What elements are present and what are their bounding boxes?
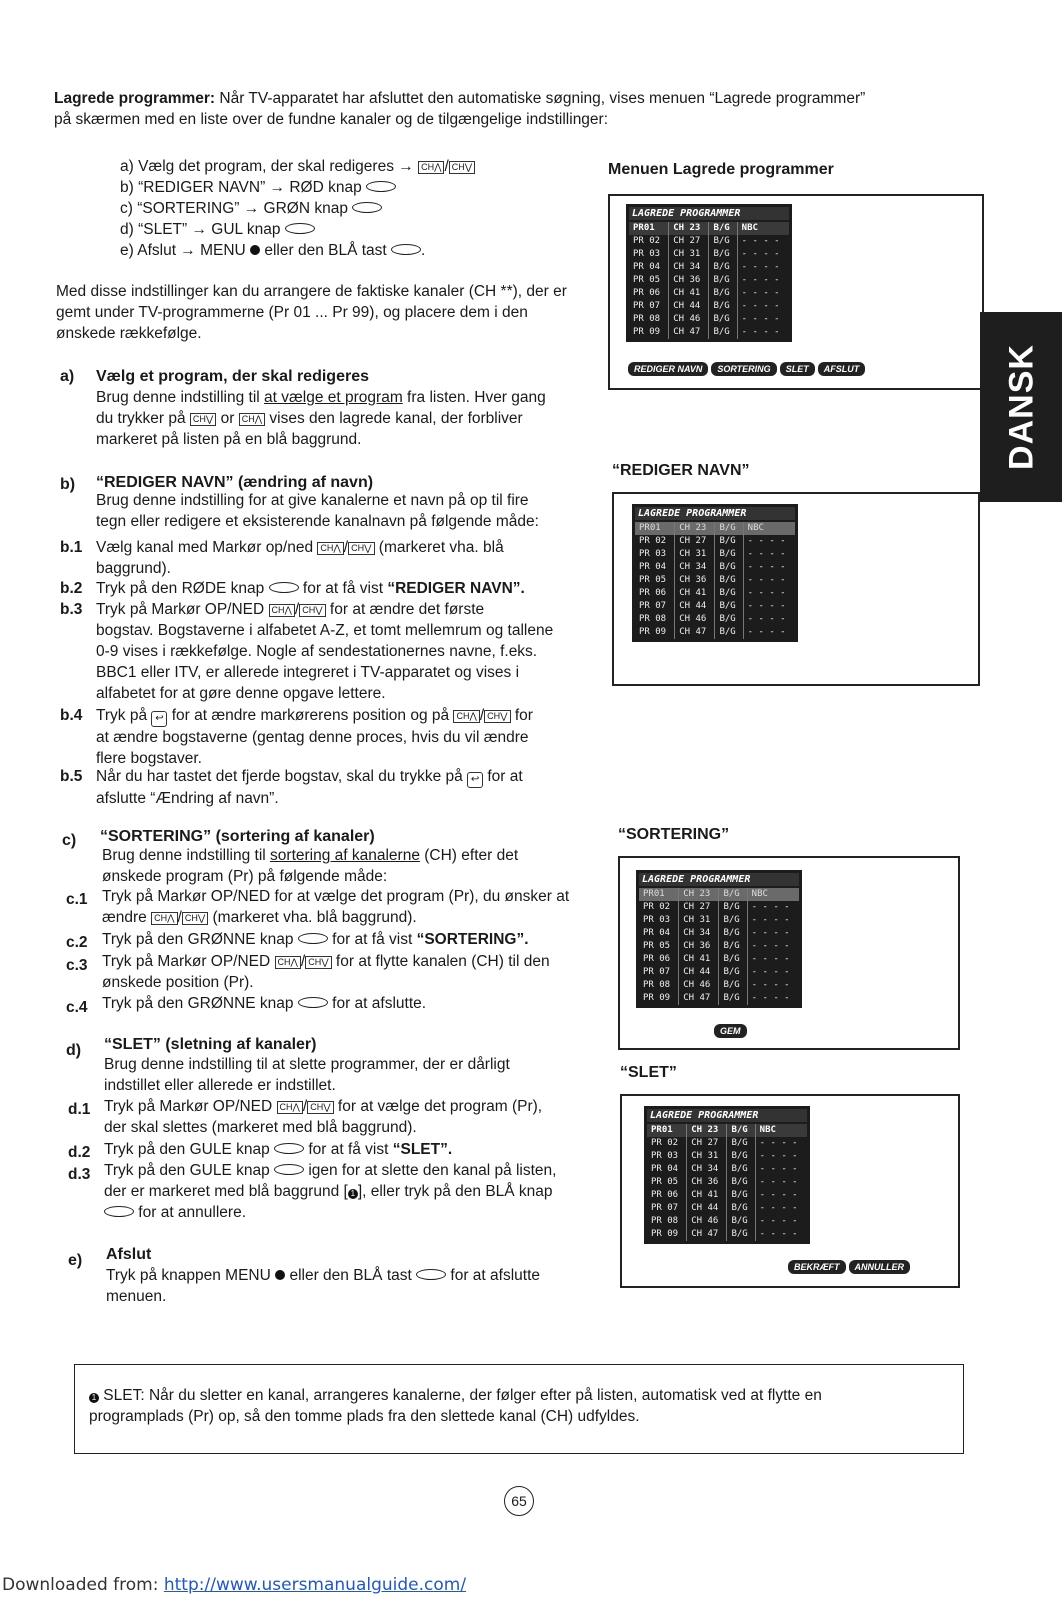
menu-dot-icon	[275, 1270, 285, 1280]
step-a: a) Vælg det program, der skal redigeres →	[120, 158, 414, 175]
general-line: Med disse indstillinger kan du arrangere de faktiske kanaler (CH **), der er	[56, 283, 567, 300]
ch-down-key-icon: CH⋁	[348, 542, 374, 555]
blue-button-icon	[104, 1206, 134, 1217]
step-b5: Når du har tastet det fjerde bogstav, skal du trykke på ↩ for at afslutte “Ændring af navn”.	[96, 768, 523, 807]
key-separator: /	[444, 158, 449, 175]
step-label: d.3	[68, 1166, 91, 1183]
footer-link[interactable]: http://www.usersmanualguide.com/	[163, 1575, 467, 1595]
osd-confirm-bar	[788, 1260, 913, 1274]
osd-slet-button[interactable]: SLET	[780, 362, 815, 376]
ch-up-key-icon: CH⋀	[269, 604, 295, 617]
step-b4: Tryk på ↩ for at ændre markørerens position og på CH⋀ / CH⋁ for at ændre bogstaverne (gentag denne proces, hvis du vil ændre flere bogstaver.	[96, 707, 533, 767]
blue-button-icon	[416, 1269, 446, 1280]
ch-down-key-icon: CH⋁	[484, 710, 510, 723]
language-tab	[980, 312, 1062, 502]
ch-down-key-icon: CH⋁	[190, 413, 216, 426]
osd-annuller-button[interactable]: ANNULLER	[849, 1260, 911, 1274]
ch-up-key-icon: CH⋀	[239, 413, 265, 426]
yellow-button-icon	[285, 223, 315, 234]
step-label: c.3	[66, 957, 88, 974]
rediger-screen-box	[612, 492, 980, 686]
intro-line2: på skærmen med en liste over de fundne kanaler og de tilgængelige indstillinger:	[54, 111, 609, 128]
yellow-button-icon	[274, 1143, 304, 1154]
osd-title: LAGREDE PROGRAMMER	[629, 207, 789, 220]
ch-up-key-icon: CH⋀	[275, 956, 301, 969]
link-text: sortering af kanalerne	[270, 847, 420, 864]
slet-screen-box	[620, 1094, 960, 1288]
section-a-label: a)	[60, 368, 75, 385]
section-d-title: “SLET” (sletning af kanaler)	[104, 1036, 317, 1053]
osd-rediger: LAGREDE PROGRAMMER PR01 CH 23 B/G NBC PR 02 CH 27 B/G - - - - PR 03 CH 31 B/G - - - - PR 04 CH 34 B/G - - - - PR 05 CH 36 B/G - - - - PR 06 CH 41 B/G - - - - PR 07 CH 44 B/G - - - - PR 08 CH 46 B/G - - - - PR 09 CH 47 B/G - - - -	[632, 504, 798, 642]
ch-down-key-icon: CH⋁	[182, 912, 208, 925]
page-number: 65	[504, 1486, 534, 1516]
step-label: d.2	[68, 1144, 91, 1161]
intro	[54, 88, 954, 130]
ch-up-key-icon: CH⋀	[151, 912, 177, 925]
section-b-intro: Brug denne indstilling for at give kanalerne et navn på op til fire tegn eller redigere et eksisterende kanalnavn på følgende måde:	[96, 492, 539, 530]
osd-gem-button[interactable]: GEM	[714, 1024, 747, 1038]
ch-up-key-icon: CH⋀	[453, 710, 479, 723]
ch-down-key-icon: CH⋁	[307, 1101, 333, 1114]
step-label: d.1	[68, 1101, 91, 1118]
footer-prefix: Downloaded from:	[2, 1575, 164, 1595]
step-c4: Tryk på den GRØNNE knap for at afslutte.	[102, 995, 427, 1012]
slet-title: “SLET”	[620, 1064, 677, 1081]
step-d: d) “SLET” → GUL knap	[120, 221, 281, 238]
osd-table: PR01 CH 23 B/G NBC PR 02 CH 27 B/G - - - - PR 03 CH 31 B/G - - - - PR 04 CH 34 B/G - - - - PR 05 CH 36 B/G - - - - PR 06 CH 41 B/G - - - - PR 07 CH 44 B/G - - - - PR 08 CH 46 B/G - - - - PR 09 CH 47 B/G - - - -	[629, 222, 789, 339]
note-line: programplads (Pr) op, så den tomme plads fra den slettede kanal (CH) udfyldes.	[89, 1408, 640, 1425]
section-e-label: e)	[68, 1252, 83, 1269]
yellow-button-icon	[274, 1164, 304, 1175]
step-b1: Vælg kanal med Markør op/ned CH⋀ / CH⋁ (markeret vha. blå baggrund).	[96, 539, 504, 577]
section-c-intro: Brug denne indstilling til sortering af kanalerne (CH) efter det ønskede program (Pr) på følgende måde:	[102, 847, 519, 885]
intro-line1: Når TV-apparatet har afsluttet den automatiske søgning, vises menuen “Lagrede programmer”	[215, 90, 866, 107]
menu-title: Menuen Lagrede programmer	[608, 161, 834, 178]
step-label: b.2	[60, 580, 83, 597]
section-c-label: c)	[62, 832, 77, 849]
green-button-icon	[298, 997, 328, 1008]
step-d2: Tryk på den GULE knap for at få vist “SLET”.	[104, 1141, 453, 1158]
osd-button-bar	[628, 362, 868, 376]
step-b2: Tryk på den RØDE knap for at få vist “REDIGER NAVN”.	[96, 580, 525, 597]
ch-down-key-icon: CH⋁	[299, 604, 325, 617]
section-a-title: Vælg et program, der skal redigeres	[96, 368, 369, 385]
osd-sortering-button[interactable]: SORTERING	[711, 362, 776, 376]
step-c1: Tryk på Markør OP/NED for at vælge det program (Pr), du ønsker at ændre CH⋀ / CH⋁ (markeret vha. blå baggrund).	[102, 888, 570, 926]
section-a-body: Brug denne indstilling til at vælge et program fra listen. Hver gang du trykker på CH⋁ or CH⋀ vises den lagrede kanal, der forbliver markeret på listen på en blå baggrund.	[96, 389, 546, 448]
step-label: b.3	[60, 601, 83, 618]
section-c-title: “SORTERING” (sortering af kanaler)	[100, 828, 375, 845]
general-line: gemt under TV-programmerne (Pr 01 ... Pr 99), og placere dem i den	[56, 304, 528, 321]
step-label: b.4	[60, 707, 83, 724]
ok-key-icon: ↩	[151, 711, 167, 727]
note-line: SLET: Når du sletter en kanal, arrangeres kanalerne, der følger efter på listen, automatisk ved at flytte en	[99, 1387, 822, 1404]
osd-gem-bar	[714, 1024, 750, 1038]
section-b-title: “REDIGER NAVN” (ændring af navn)	[96, 474, 374, 491]
step-e-menu: e) Afslut → MENU	[120, 242, 246, 259]
ch-up-key-icon: CH⋀	[317, 542, 343, 555]
general-line: ønskede rækkefølge.	[56, 325, 202, 342]
step-e-blue: eller den BLÅ tast	[260, 242, 387, 259]
osd-slet: LAGREDE PROGRAMMER PR01 CH 23 B/G NBC PR 02 CH 27 B/G - - - - PR 03 CH 31 B/G - - - - PR 04 CH 34 B/G - - - - PR 05 CH 36 B/G - - - - PR 06 CH 41 B/G - - - - PR 07 CH 44 B/G - - - - PR 08 CH 46 B/G - - - - PR 09 CH 47 B/G - - - -	[644, 1106, 810, 1244]
step-b3: Tryk på Markør OP/NED CH⋀ / CH⋁ for at ændre det første bogstav. Bogstaverne i alfabetet A-Z, et tomt mellemrum og tallene 0-9 vises i rækkefølge. Nogle af sendestationernes navne, f.eks. BBC1 eller ITV, er allerede integreret i TV-apparatet og vises i alfabetet for at gøre denne opgave lettere.	[96, 601, 554, 702]
section-d-intro: Brug denne indstilling til at slette programmer, der er dårligt indstillet eller allerede er indstillet.	[104, 1056, 510, 1094]
note-box	[74, 1364, 964, 1454]
step-b: b) “REDIGER NAVN” → RØD knap	[120, 179, 362, 196]
red-button-icon	[366, 181, 396, 192]
osd-bekraeft-button[interactable]: BEKRÆFT	[788, 1260, 846, 1274]
osd-rediger-button[interactable]: REDIGER NAVN	[628, 362, 708, 376]
general-paragraph	[56, 281, 601, 344]
section-d-label: d)	[66, 1042, 82, 1059]
rediger-title: “REDIGER NAVN”	[612, 462, 750, 479]
step-label: c.2	[66, 934, 88, 951]
note-marker-icon: 1	[348, 1189, 358, 1199]
step-d1: Tryk på Markør OP/NED CH⋀ / CH⋁ for at vælge det program (Pr), der skal slettes (markeret med blå baggrund).	[104, 1098, 543, 1136]
ch-up-key-icon: CH⋀	[277, 1101, 303, 1114]
menu-dot-icon	[250, 245, 260, 255]
steps-list	[120, 156, 590, 261]
step-label: c.4	[66, 999, 88, 1016]
section-b-label: b)	[60, 476, 76, 493]
section-e-title: Afslut	[106, 1246, 152, 1263]
step-label: b.1	[60, 539, 83, 556]
ok-key-icon: ↩	[467, 772, 483, 788]
step-c: c) “SORTERING” → GRØN knap	[120, 200, 348, 217]
step-d3: Tryk på den GULE knap igen for at slette den kanal på listen, der er markeret med blå baggrund [ 1 ], eller tryk på den BLÅ knap for at annullere.	[104, 1162, 557, 1221]
ch-up-key-icon: CH⋀	[418, 161, 444, 174]
menu-screen-box	[608, 194, 984, 390]
sortering-title: “SORTERING”	[618, 826, 730, 843]
step-label: c.1	[66, 891, 88, 908]
osd-sortering: LAGREDE PROGRAMMER PR01 CH 23 B/G NBC PR 02 CH 27 B/G - - - - PR 03 CH 31 B/G - - - - PR 04 CH 34 B/G - - - - PR 05 CH 36 B/G - - - - PR 06 CH 41 B/G - - - - PR 07 CH 44 B/G - - - - PR 08 CH 46 B/G - - - - PR 09 CH 47 B/G - - - -	[636, 870, 802, 1008]
green-button-icon	[298, 933, 328, 944]
ch-down-key-icon: CH⋁	[449, 161, 475, 174]
blue-button-icon	[391, 244, 421, 255]
green-button-icon	[352, 202, 382, 213]
step-e-end: .	[421, 242, 426, 259]
osd-menu	[626, 204, 792, 342]
footer	[2, 1575, 466, 1595]
osd-afslut-button[interactable]: AFSLUT	[818, 362, 866, 376]
section-e-body: Tryk på knappen MENU eller den BLÅ tast for at afslutte menuen.	[106, 1267, 541, 1305]
language-tab-label: DANSK	[1002, 344, 1041, 470]
step-label: b.5	[60, 768, 83, 785]
step-c2: Tryk på den GRØNNE knap for at få vist “SORTERING”.	[102, 931, 529, 948]
red-button-icon	[269, 582, 299, 593]
sortering-screen-box	[618, 856, 960, 1050]
intro-lead: Lagrede programmer:	[54, 90, 216, 107]
ch-down-key-icon: CH⋁	[305, 956, 331, 969]
link-text: at vælge et program	[264, 389, 403, 406]
note-marker-icon: 1	[89, 1393, 99, 1403]
step-c3: Tryk på Markør OP/NED CH⋀ / CH⋁ for at flytte kanalen (CH) til den ønskede position (Pr).	[102, 953, 550, 991]
